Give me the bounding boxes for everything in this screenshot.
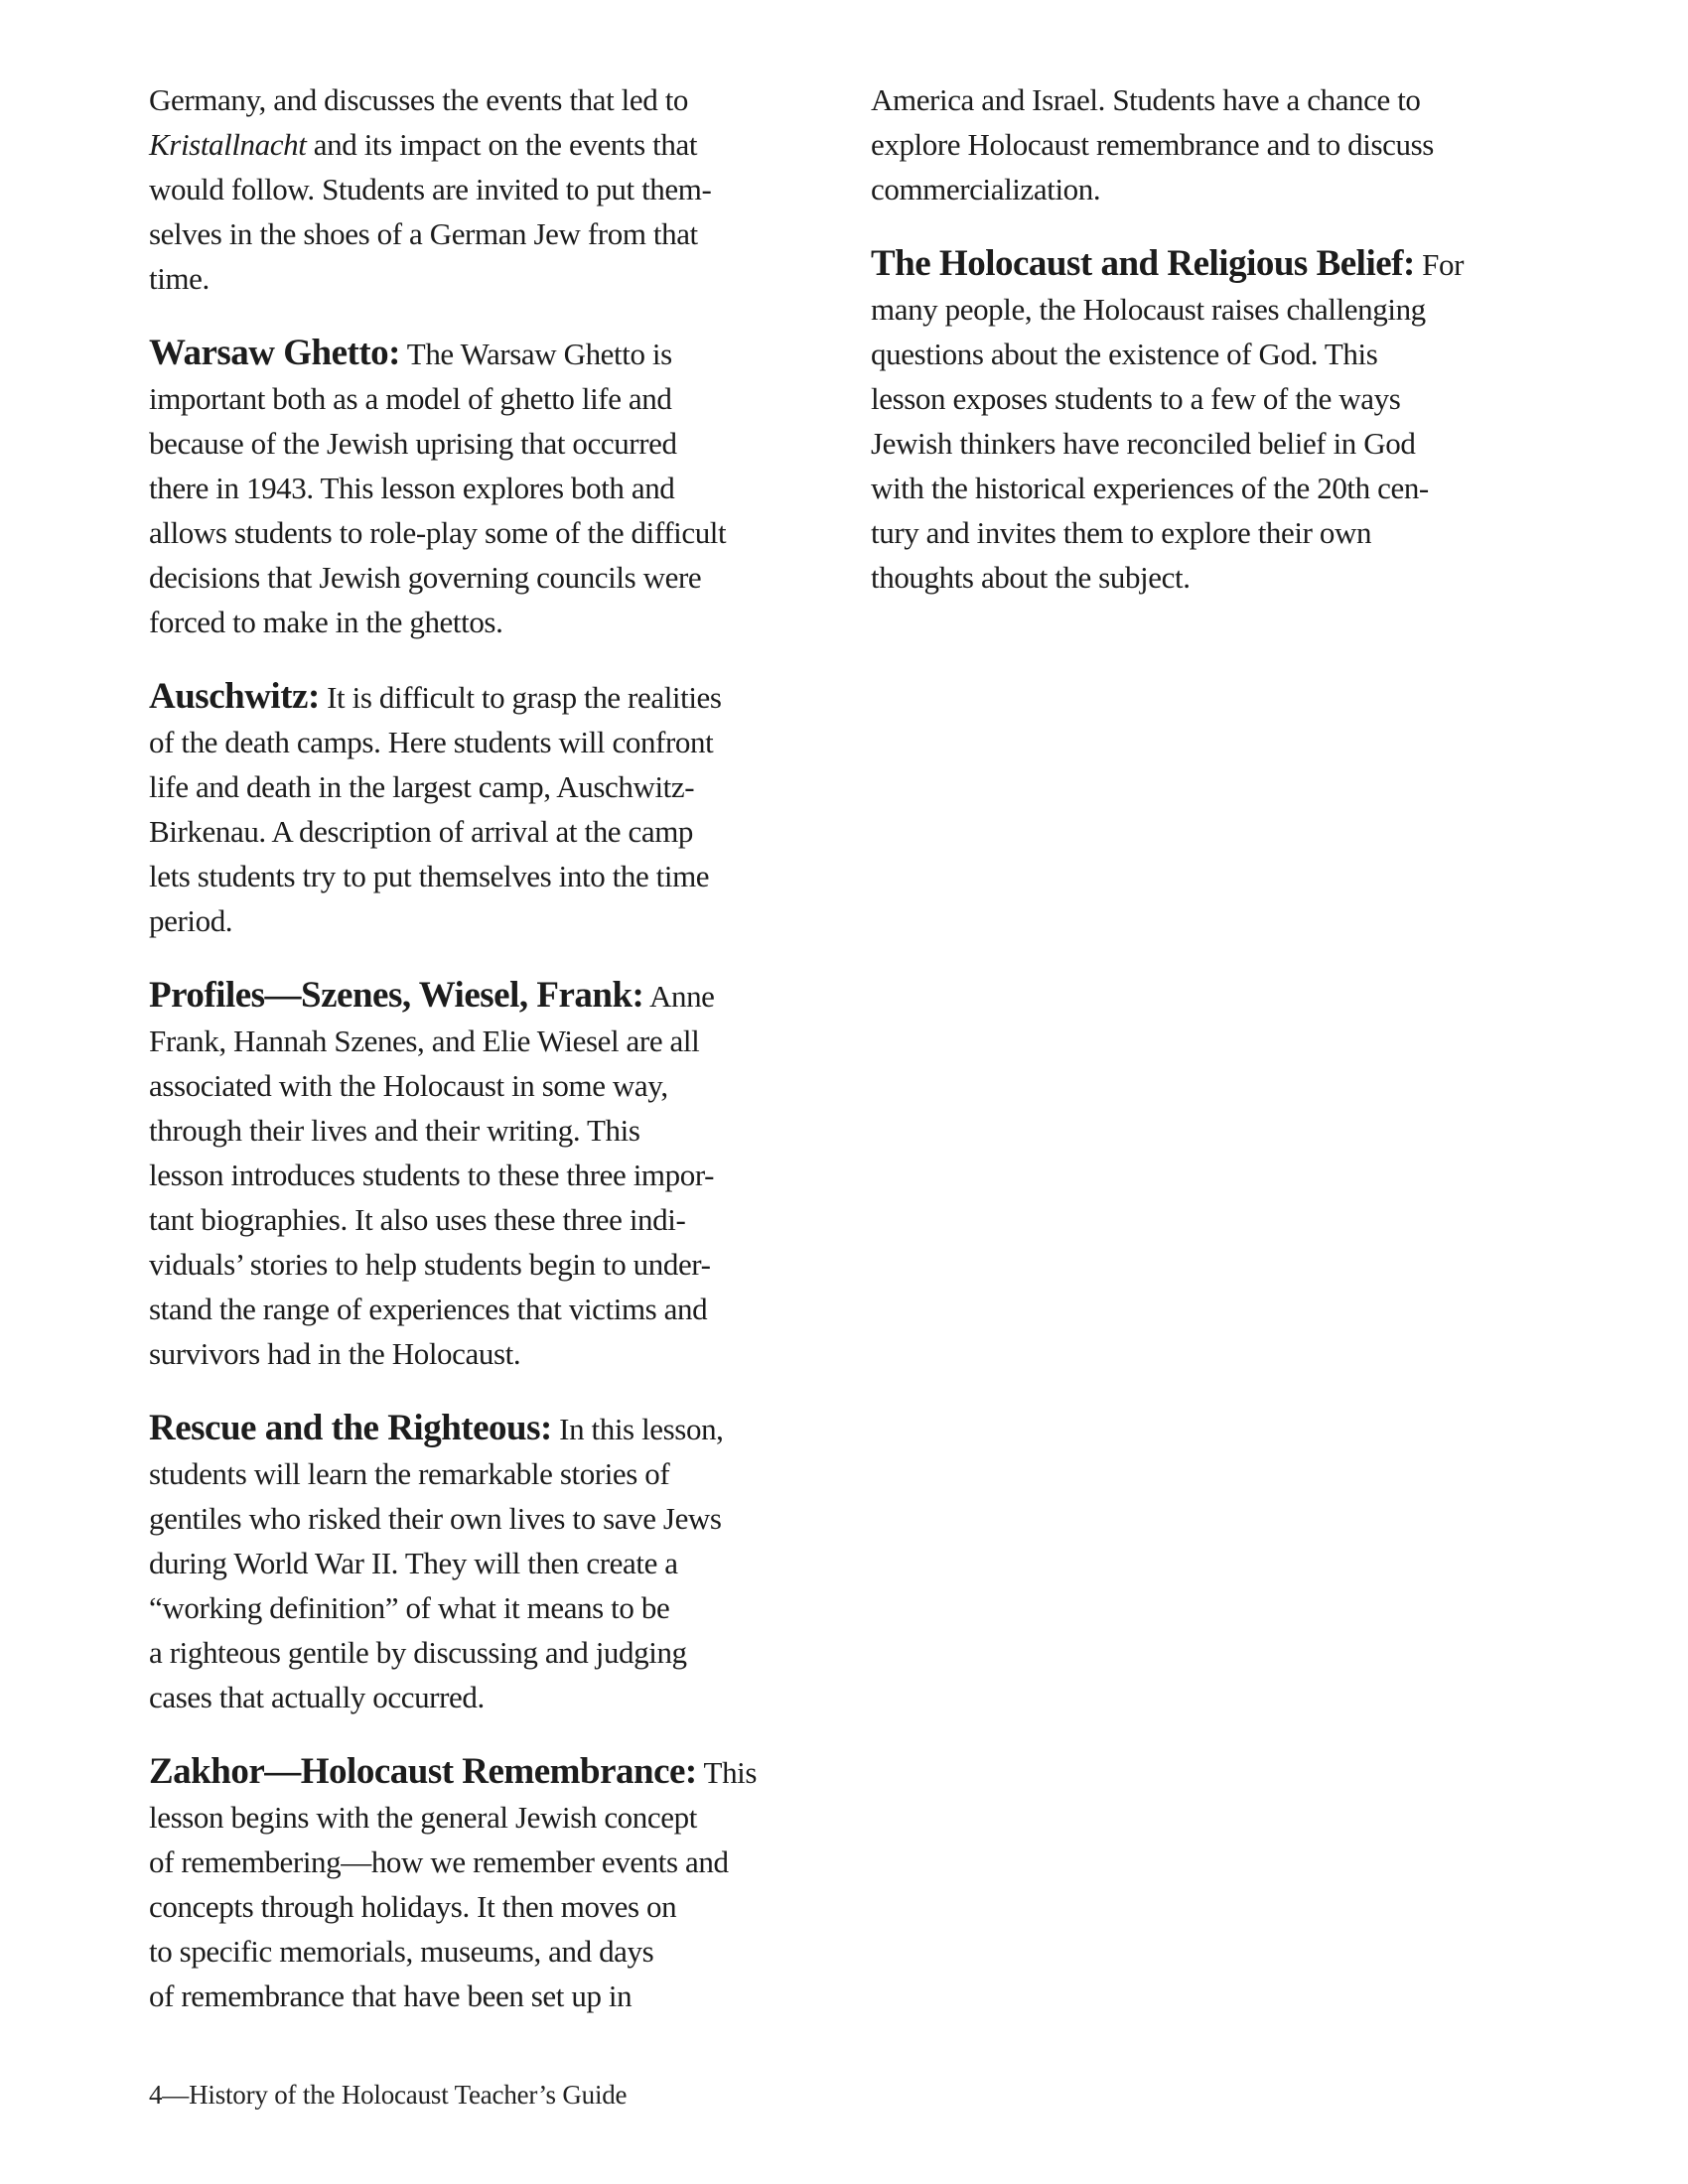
body-text: lets students try to put themselves into the time [149,859,710,893]
body-text: students will learn the remarkable stories of [149,1456,670,1491]
text-line [149,1242,844,1287]
text-line [149,600,844,644]
body-text: life and death in the largest camp, Auschwitz- [149,769,695,804]
body-text: tant biographies. It also uses these three indi- [149,1202,686,1237]
body-text: America and Israel. Students have a chance to [871,82,1421,117]
text-line [149,1974,844,2018]
text-line [149,555,844,600]
text-line [149,1197,844,1242]
text-line [871,287,1566,332]
text-line [871,376,1566,421]
left-text-column [149,77,844,2048]
text-line [149,1541,844,1585]
text-line [149,211,844,256]
text-line [871,122,1566,167]
text-line [149,256,844,301]
text-line [149,1630,844,1675]
body-text: with the historical experiences of the 20th cen- [871,471,1429,505]
body-text: important both as a model of ghetto life and [149,381,672,416]
text-line [149,122,844,167]
run-in-heading: Zakhor—Holocaust Remembrance: [149,1751,697,1792]
text-line [149,809,844,854]
text-line [149,720,844,764]
run-in-heading: The Holocaust and Religious Belief: [871,243,1415,284]
body-text: Germany, and discusses the events that led to [149,82,689,117]
text-line [871,77,1566,122]
run-in-heading: Warsaw Ghetto: [149,333,400,373]
body-text: decisions that Jewish governing councils were [149,560,702,595]
text-line [871,332,1566,376]
body-text: a righteous gentile by discussing and judging [149,1635,687,1670]
text-line [149,898,844,943]
paragraph [149,674,844,943]
body-text: Anne [643,979,715,1014]
text-line [149,421,844,466]
text-line [149,1496,844,1541]
body-text: thoughts about the subject. [871,560,1191,595]
footer-text: 4—History of the Holocaust Teacher’s Guide [149,2080,628,2110]
body-text: It is difficult to grasp the realities [319,680,722,715]
body-text: and its impact on the events that [306,127,698,162]
body-text: of the death camps. Here students will confront [149,725,714,759]
body-text: This [696,1755,758,1790]
text-line [871,466,1566,510]
text-line [149,167,844,211]
text-line [149,674,844,720]
body-text: cases that actually occurred. [149,1680,485,1714]
text-line [149,764,844,809]
body-text: associated with the Holocaust in some way, [149,1068,668,1103]
body-text: tury and invites them to explore their own [871,515,1372,550]
text-line [149,1795,844,1840]
body-text: selves in the shoes of a German Jew from that [149,216,698,251]
run-in-heading: Profiles—Szenes, Wiesel, Frank: [149,975,644,1016]
paragraph [149,331,844,644]
body-text: Birkenau. A description of arrival at the camp [149,814,694,849]
text-line [149,854,844,898]
body-text: lesson begins with the general Jewish concept [149,1800,697,1835]
body-text: For [1414,247,1465,282]
paragraph [149,77,844,301]
text-line [149,1884,844,1929]
text-line [871,555,1566,600]
body-text: of remembering—how we remember events and [149,1844,729,1879]
run-in-heading: Rescue and the Righteous: [149,1408,552,1448]
text-line [149,1749,844,1795]
text-line [149,466,844,510]
body-text: time. [149,261,210,296]
body-text: commercialization. [871,172,1101,206]
body-text: “working definition” of what it means to be [149,1590,670,1625]
body-text: through their lives and their writing. This [149,1113,640,1148]
text-line [149,1451,844,1496]
body-text: lesson exposes students to a few of the ways [871,381,1401,416]
text-line [149,973,844,1019]
body-text: Jewish thinkers have reconciled belief in God [871,426,1416,461]
body-text: The Warsaw Ghetto is [400,337,672,371]
paragraph [149,1749,844,2018]
text-line [149,1585,844,1630]
text-line [149,1675,844,1719]
text-line [149,1108,844,1153]
paragraph [871,241,1566,600]
text-line [149,331,844,376]
text-line [871,167,1566,211]
paragraph [149,1406,844,1719]
body-text: period. [149,903,233,938]
body-text: questions about the existence of God. This [871,337,1378,371]
body-text: forced to make in the ghettos. [149,605,503,639]
run-in-heading: Auschwitz: [149,676,320,717]
body-text: concepts through holidays. It then moves on [149,1889,677,1924]
body-text: stand the range of experiences that victims and [149,1292,708,1326]
text-line [149,1929,844,1974]
body-text: would follow. Students are invited to put them- [149,172,712,206]
body-text: survivors had in the Holocaust. [149,1336,521,1371]
body-text: In this lesson, [551,1412,724,1446]
body-text: explore Holocaust remembrance and to discuss [871,127,1434,162]
text-line [149,1063,844,1108]
paragraph [871,77,1566,211]
text-line [149,376,844,421]
body-text: because of the Jewish uprising that occurred [149,426,677,461]
text-line [149,1019,844,1063]
body-text: allows students to role-play some of the difficult [149,515,727,550]
text-line [149,77,844,122]
body-text: Frank, Hannah Szenes, and Elie Wiesel are all [149,1024,700,1058]
text-line [149,1840,844,1884]
body-text: gentiles who risked their own lives to save Jews [149,1501,722,1536]
page-footer [149,2077,627,2113]
text-line [149,510,844,555]
body-text: during World War II. They will then create a [149,1546,678,1580]
right-text-column [871,77,1566,629]
body-text: of remembrance that have been set up in [149,1979,633,2013]
text-line [149,1153,844,1197]
text-line [149,1331,844,1376]
italic-term: Kristallnacht [149,127,307,162]
text-line [871,421,1566,466]
text-line [149,1406,844,1451]
body-text: lesson introduces students to these three impor- [149,1158,715,1192]
body-text: many people, the Holocaust raises challenging [871,292,1426,327]
text-line [871,241,1566,287]
body-text: to specific memorials, museums, and days [149,1934,654,1969]
body-text: viduals’ stories to help students begin to under- [149,1247,711,1282]
body-text: there in 1943. This lesson explores both and [149,471,675,505]
paragraph [149,973,844,1376]
text-line [149,1287,844,1331]
text-line [871,510,1566,555]
